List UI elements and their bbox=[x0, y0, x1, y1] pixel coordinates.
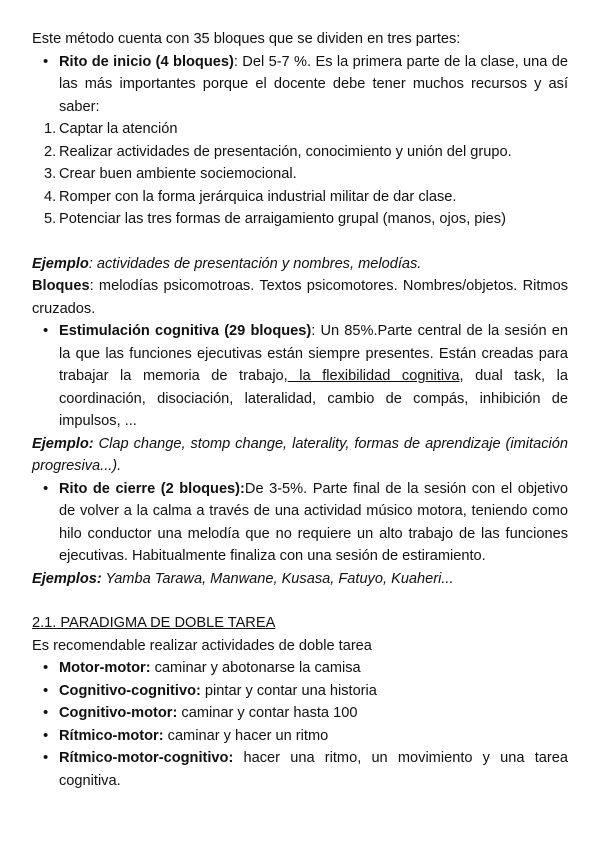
estimulacion-list bbox=[32, 320, 568, 433]
step-item bbox=[32, 208, 568, 231]
step-text: Crear buen ambiente sociemocional. bbox=[59, 166, 297, 182]
ejemplos-3-text: Yamba Tarawa, Manwane, Kusasa, Fatuyo, Kuaheri... bbox=[101, 570, 454, 587]
rito-inicio-list bbox=[32, 51, 568, 119]
step-text: Realizar actividades de presentación, conocimiento y unión del grupo. bbox=[59, 143, 512, 160]
rito-cierre-list bbox=[32, 478, 568, 568]
ejemplos-3 bbox=[32, 568, 568, 591]
spacer bbox=[32, 231, 568, 253]
doble-tarea-text: hacer una ritmo, un movimiento y una tarea cognitiva. bbox=[59, 750, 568, 789]
step-item bbox=[32, 118, 568, 141]
intro-paragraph: Este método cuenta con 35 bloques que se dividen en tres partes: bbox=[32, 31, 461, 47]
step-item bbox=[32, 141, 568, 164]
doble-tarea-label: Motor-motor: bbox=[59, 660, 151, 676]
bloques-text: : melodías psicomotroas. Textos psicomotores. Nombres/objetos. Ritmos cruzados. bbox=[32, 278, 568, 317]
document-page bbox=[32, 28, 568, 792]
rito-inicio-item bbox=[32, 51, 568, 119]
ejemplo-2-label: Ejemplo: bbox=[32, 435, 94, 452]
spacer bbox=[32, 590, 568, 612]
step-number: 4. bbox=[44, 188, 57, 205]
doble-tarea-text: caminar y abotonarse la camisa bbox=[150, 660, 361, 676]
bloques-label: Bloques bbox=[32, 278, 90, 294]
doble-tarea-text: caminar y hacer un ritmo bbox=[163, 727, 329, 744]
ejemplos-3-label: Ejemplos: bbox=[32, 570, 102, 587]
rito-cierre-text: De 3-5%. Parte final de la sesión con el objetivo de volver a la calma a través de una actividad músico motora, teniendo como hilo conductor una melodía que no requiere un alto trabajo de las funciones ejecutivas. Habitualmente finaliza con una sesión de estiramiento. bbox=[59, 480, 569, 564]
doble-tarea-text: pintar y contar una historia bbox=[200, 682, 377, 699]
doble-tarea-list bbox=[32, 657, 568, 792]
step-text: Captar la atención bbox=[59, 121, 178, 137]
ejemplo-1-text: : actividades de presentación y nombres, melodías. bbox=[88, 255, 422, 272]
flexibilidad-cognitiva-link[interactable]: la flexibilidad cognitiva bbox=[287, 368, 460, 384]
doble-tarea-item bbox=[32, 680, 568, 703]
doble-tarea-item bbox=[32, 657, 568, 680]
step-number: 3. bbox=[44, 166, 57, 182]
step-item bbox=[32, 186, 568, 209]
doble-tarea-label: Cognitivo-cognitivo: bbox=[59, 682, 201, 699]
estimulacion-item bbox=[32, 320, 568, 433]
section-intro: Es recomendable realizar actividades de doble tarea bbox=[32, 637, 372, 654]
step-text: Romper con la forma jerárquica industrial militar de dar clase. bbox=[59, 188, 457, 205]
rito-inicio-title: Rito de inicio (4 bloques) bbox=[59, 53, 234, 70]
estimulacion-text-a: : Un 85%.Parte central de la sesión en la que las funciones ejecutivas están siempre presentes. Están creadas para trabajar la memoria de trabajo, bbox=[59, 323, 568, 384]
ejemplo-2 bbox=[32, 433, 568, 478]
section-title: 2.1. PARADIGMA DE DOBLE TAREA bbox=[32, 615, 276, 631]
doble-tarea-text: caminar y contar hasta 100 bbox=[177, 705, 358, 721]
step-number: 2. bbox=[44, 143, 57, 160]
rito-inicio-text: : Del 5-7 %. Es la primera parte de la clase, una de las más importantes porque el docente debe tener muchos recursos y así saber: bbox=[59, 53, 568, 115]
doble-tarea-label: Rítmico-motor: bbox=[59, 727, 164, 744]
step-number: 5. bbox=[44, 211, 57, 227]
rito-cierre-item bbox=[32, 478, 568, 568]
step-text: Potenciar las tres formas de arraigamiento grupal (manos, ojos, pies) bbox=[59, 211, 506, 227]
doble-tarea-item bbox=[32, 725, 568, 748]
doble-tarea-item bbox=[32, 702, 568, 725]
bloques-paragraph bbox=[32, 275, 568, 320]
step-item bbox=[32, 163, 568, 186]
ejemplo-2-text: Clap change, stomp change, laterality, formas de aprendizaje (imitación progresiva...). bbox=[32, 435, 568, 474]
step-number: 1. bbox=[44, 121, 57, 137]
estimulacion-title: Estimulación cognitiva (29 bloques) bbox=[59, 323, 312, 339]
doble-tarea-item bbox=[32, 747, 568, 792]
doble-tarea-label: Rítmico-motor-cognitivo: bbox=[59, 750, 234, 766]
estimulacion-text-b: , dual task, la coordinación, disociación, lateralidad, cambio de compás, inhibición de impulsos, ... bbox=[59, 368, 568, 429]
rito-inicio-steps bbox=[32, 118, 568, 231]
ejemplo-1-label: Ejemplo bbox=[32, 255, 89, 272]
ejemplo-1 bbox=[32, 253, 568, 276]
rito-cierre-title: Rito de cierre (2 bloques): bbox=[59, 480, 245, 497]
doble-tarea-label: Cognitivo-motor: bbox=[59, 705, 178, 721]
